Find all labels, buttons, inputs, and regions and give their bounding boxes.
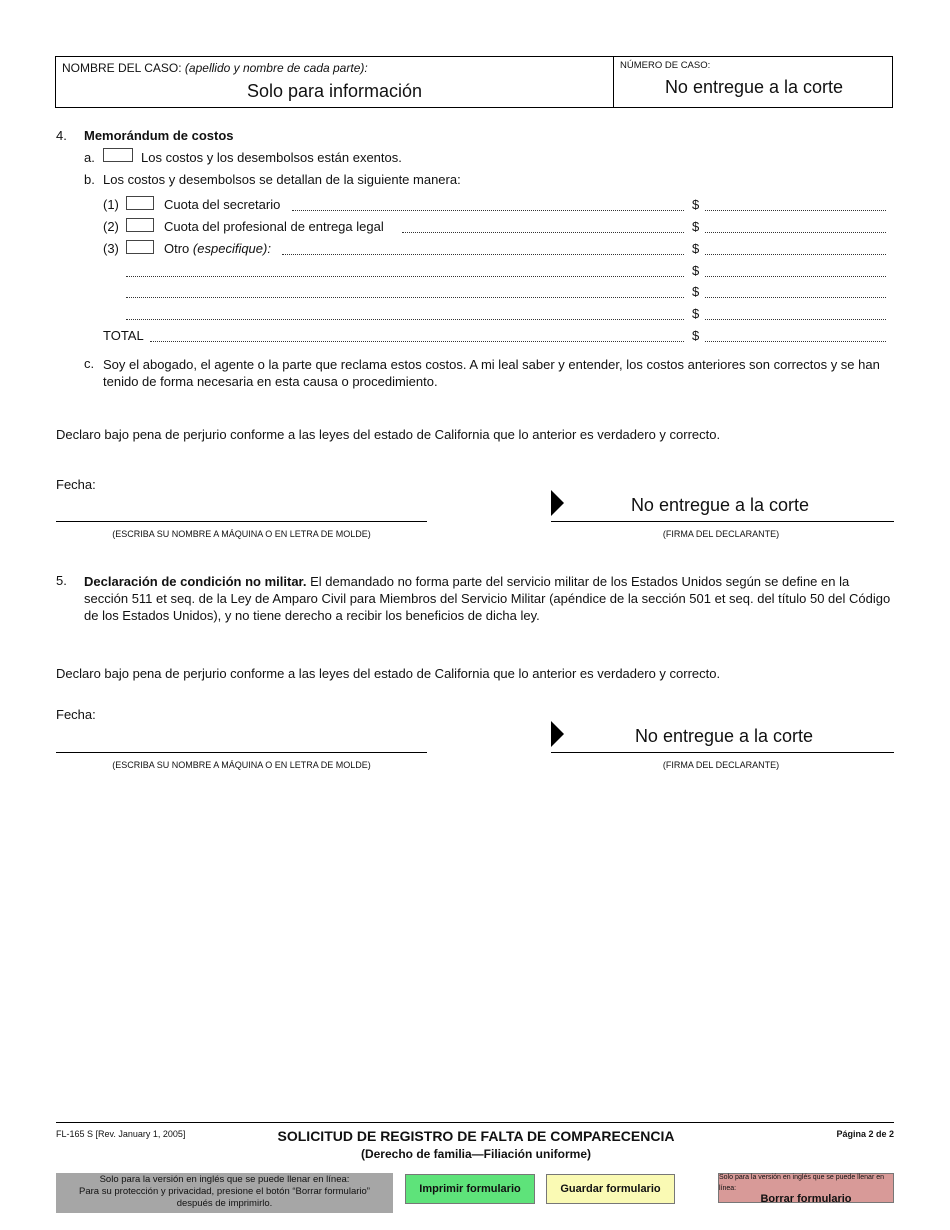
date-label-2: Fecha:	[56, 707, 96, 722]
cost2-currency: $	[692, 219, 700, 234]
cost3-label: Otro	[164, 241, 190, 256]
case-name-label: NOMBRE DEL CASO:	[62, 61, 182, 75]
cost3-hint: (especifique):	[192, 241, 271, 256]
section4-title: Memorándum de costos	[84, 128, 234, 143]
extra-line-1-field[interactable]	[126, 264, 684, 277]
privacy-line-3: después de imprimirlo.	[176, 1198, 273, 1209]
privacy-line-1: Solo para la versión en inglés que se puede llenar en línea:	[99, 1174, 350, 1185]
extra2-currency: $	[692, 284, 700, 299]
declaration-1: Declaro bajo pena de perjurio conforme a las leyes del estado de California que lo anterior es verdadero y correcto.	[56, 427, 721, 442]
extra3-currency: $	[692, 306, 700, 321]
form-subtitle: (Derecho de familia—Filiación uniforme)	[360, 1147, 592, 1161]
section5-body	[84, 573, 896, 624]
case-name-cell	[56, 57, 614, 107]
total-label: TOTAL	[103, 328, 144, 343]
clear-form-button[interactable]	[718, 1173, 894, 1203]
section4-number: 4.	[56, 128, 67, 143]
cost3-currency: $	[692, 241, 700, 256]
item-b-text: Los costos y desembolsos se detallan de la siguiente manera:	[103, 172, 461, 187]
cost3-amount-field[interactable]	[705, 242, 886, 255]
cost1-num: (1)	[103, 197, 119, 212]
form-id: FL-165 S [Rev. January 1, 2005]	[56, 1129, 186, 1139]
extra-line-2-field[interactable]	[126, 285, 684, 298]
cost2-num: (2)	[103, 219, 119, 234]
extra1-amount-field[interactable]	[705, 264, 886, 277]
declaration-2: Declaro bajo pena de perjurio conforme a las leyes del estado de California que lo anterior es verdadero y correcto.	[56, 666, 721, 681]
date-label-1: Fecha:	[56, 477, 96, 492]
page-number: Página 2 de 2	[836, 1129, 894, 1139]
extra-line-3-field[interactable]	[126, 307, 684, 320]
sign-here-arrow-icon	[551, 490, 564, 516]
clerk-fee-checkbox[interactable]	[126, 196, 154, 210]
name-line-1[interactable]	[56, 521, 427, 522]
sign-here-arrow-icon	[551, 721, 564, 747]
section5-text: El demandado no forma parte del servicio militar de los Estados Unidos según se define en la sección 511 et seq. de la Ley de Amparo Civil para Miembros del Servicio Militar (apéndice de la sección 501 et seq. del título 50 del Código de los Estados Unidos), y no tiene derecho a recibir los beneficios de dicha ley.	[84, 574, 891, 623]
form-title: SOLICITUD DE REGISTRO DE FALTA DE COMPARECENCIA	[277, 1128, 675, 1144]
clear-form-note: Solo para la versión en inglés que se puede llenar en línea:	[719, 1173, 885, 1192]
privacy-line-2: Para su protección y privacidad, presione el botón “Borrar formulario”	[79, 1186, 370, 1197]
cost1-label: Cuota del secretario	[164, 197, 281, 212]
item-c-text: Soy el abogado, el agente o la parte que reclama estos costos. A mi leal saber y entender, los costos anteriores son correctos y se han tenido de forma necesaria en esta causa o procedimiento.	[103, 357, 880, 389]
item-b-letter: b.	[84, 172, 95, 187]
cost3-label-row	[164, 241, 271, 256]
print-form-button[interactable]: Imprimir formulario	[405, 1174, 535, 1204]
item-a-text: Los costos y los desembolsos están exentos.	[141, 150, 402, 165]
extra1-currency: $	[692, 263, 700, 278]
signature-caption-2: (FIRMA DEL DECLARANTE)	[662, 760, 780, 770]
cost3-num: (3)	[103, 241, 119, 256]
case-name-hint: (apellido y nombre de cada parte):	[184, 61, 368, 75]
extra2-amount-field[interactable]	[705, 285, 886, 298]
cost1-currency: $	[692, 197, 700, 212]
signature-line-2	[551, 752, 894, 753]
signature-line-1	[551, 521, 894, 522]
service-fee-checkbox[interactable]	[126, 218, 154, 232]
cost2-label: Cuota del profesional de entrega legal	[164, 219, 384, 234]
total-leader	[150, 329, 684, 342]
cost1-amount-field[interactable]	[705, 198, 886, 211]
cost2-amount-field[interactable]	[705, 220, 886, 233]
signature-field-2[interactable]: No entregue a la corte	[634, 726, 814, 746]
item-a-letter: a.	[84, 150, 95, 165]
extra3-amount-field[interactable]	[705, 307, 886, 320]
signature-caption-1: (FIRMA DEL DECLARANTE)	[662, 529, 780, 539]
case-header	[55, 56, 893, 108]
other-fee-checkbox[interactable]	[126, 240, 154, 254]
signature-field-1[interactable]: No entregue a la corte	[630, 495, 810, 515]
case-number-field[interactable]: No entregue a la corte	[664, 77, 844, 97]
total-currency: $	[692, 328, 700, 343]
name-caption-2: (ESCRIBA SU NOMBRE A MÁQUINA O EN LETRA DE MOLDE)	[112, 760, 371, 770]
section5-number: 5.	[56, 573, 67, 588]
case-name-field[interactable]: Solo para información	[246, 81, 423, 101]
case-number-label: NÚMERO DE CASO:	[620, 60, 711, 71]
total-amount-field[interactable]	[705, 329, 886, 342]
save-form-button[interactable]: Guardar formulario	[546, 1174, 675, 1204]
name-caption-1: (ESCRIBA SU NOMBRE A MÁQUINA O EN LETRA DE MOLDE)	[112, 529, 371, 539]
item-c-letter: c.	[84, 356, 95, 371]
name-line-2[interactable]	[56, 752, 427, 753]
privacy-notice	[56, 1173, 393, 1213]
cost1-leader	[292, 198, 684, 211]
cost2-leader	[402, 220, 684, 233]
case-name-label-row	[62, 61, 368, 75]
other-specify-field[interactable]	[282, 242, 684, 255]
clear-form-label: Borrar formulario	[760, 1192, 852, 1205]
footer-rule	[56, 1122, 894, 1123]
section5-title: Declaración de condición no militar.	[84, 574, 307, 589]
exempt-checkbox[interactable]	[103, 148, 133, 162]
